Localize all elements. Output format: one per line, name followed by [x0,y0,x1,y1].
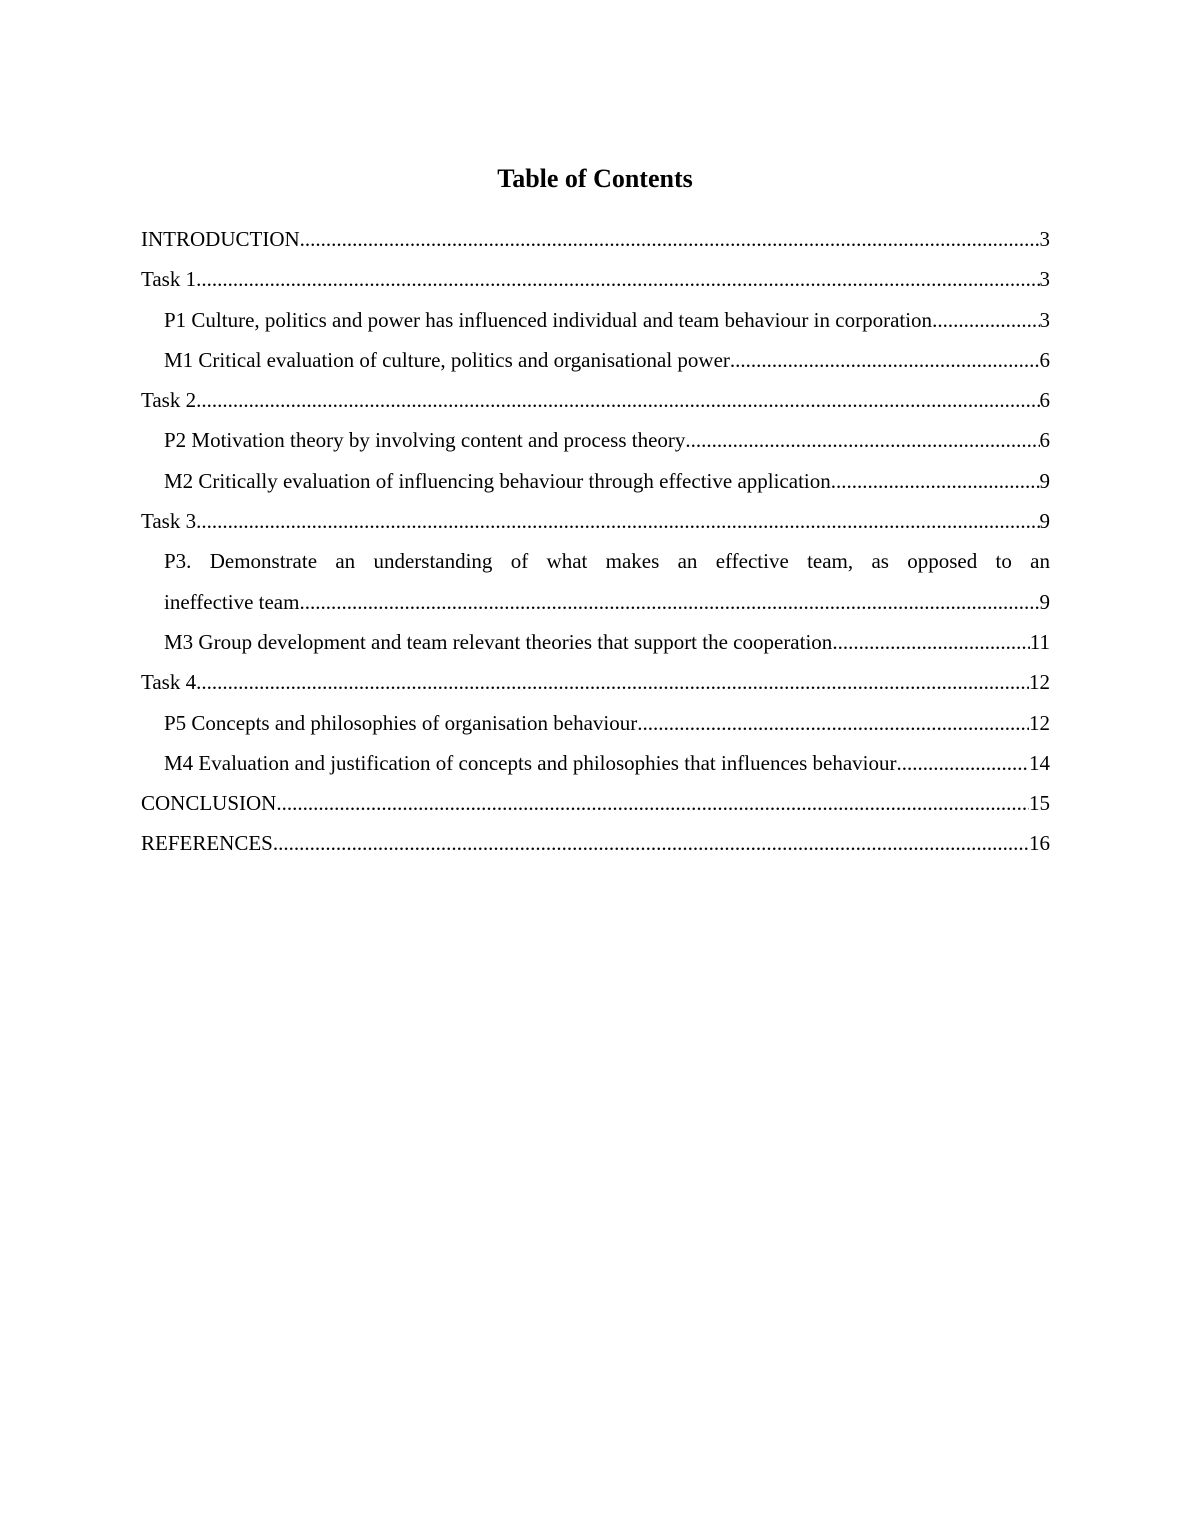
toc-entry-label-line2-row [164,582,1050,622]
toc-entry-m3[interactable] [141,622,1050,662]
toc-leader [196,259,1039,299]
toc-page-number: 9 [1039,589,1050,614]
toc-page-number: 14 [1029,750,1050,775]
toc-entry-label: REFERENCES [141,831,273,856]
toc-entry-label: Task 3 [141,509,197,534]
toc-entry-task-4[interactable] [141,662,1050,702]
toc-entry-label: Task 4 [141,670,197,695]
toc-entry-label: M4 Evaluation and justification of concepts and philosophies that influences behaviour [164,750,897,775]
toc-entry-label: CONCLUSION [141,791,277,816]
toc-page-number: 6 [1039,388,1050,413]
toc-page-number: 15 [1029,791,1050,816]
toc-entry-label: Task 2 [141,388,197,413]
toc-page-number: 3 [1039,267,1050,292]
toc-entry-task-2[interactable] [141,380,1050,420]
toc-entry-label-line1: P3. Demonstrate an understanding of what makes an effective team, as opposed to an [164,549,1050,574]
toc-page-number: 9 [1039,509,1050,534]
toc-entry-m2[interactable] [141,461,1050,501]
toc-entry-label: P2 Motivation theory by involving content and process theory [164,428,686,453]
toc-page-number: 9 [1039,468,1050,493]
toc-entry-label: P5 Concepts and philosophies of organisation behaviour [164,710,638,735]
toc-page-number: 12 [1029,710,1050,735]
toc-entry-label: INTRODUCTION [141,227,300,251]
toc-leader [276,783,1029,823]
toc-page-number: 3 [1039,227,1050,251]
toc-leader [685,420,1039,460]
toc-page-number: 12 [1029,670,1050,695]
toc-entry-task-1[interactable] [141,259,1050,299]
toc-entry-label: M2 Critically evaluation of influencing behaviour through effective application [164,468,831,493]
toc-entry-p2[interactable] [141,420,1050,460]
toc-leader [730,340,1040,380]
toc-entry-label: M1 Critical evaluation of culture, politics and organisational power [164,347,730,372]
toc-leader [637,703,1029,743]
toc-title: Table of Contents [497,164,693,193]
toc-leader [196,501,1039,541]
toc-leader [273,823,1029,863]
toc-leader [832,622,1029,662]
toc-leader [932,300,1039,340]
toc-entry-introduction[interactable] [141,219,1050,259]
table-of-contents [141,219,1050,864]
toc-leader [831,461,1040,501]
toc-leader [196,662,1029,702]
toc-entry-label-line2: ineffective team [164,589,300,614]
toc-page-number: 6 [1039,347,1050,372]
toc-entry-m4[interactable] [141,743,1050,783]
toc-leader [299,582,1039,622]
toc-entry-label: P1 Culture, politics and power has influenced individual and team behaviour in corporation [164,307,933,332]
toc-page-number: 11 [1029,629,1050,654]
toc-entry-m1[interactable] [141,340,1050,380]
toc-page-number: 16 [1029,831,1050,856]
toc-entry-label: Task 1 [141,267,197,292]
toc-entry-p3[interactable] [141,541,1050,622]
toc-entry-p1[interactable] [141,300,1050,340]
toc-page-number: 6 [1039,428,1050,453]
toc-entry-conclusion[interactable] [141,783,1050,823]
toc-leader [196,380,1039,420]
toc-page-number: 3 [1039,307,1050,332]
toc-entry-label: M3 Group development and team relevant theories that support the cooperation [164,629,833,654]
toc-entry-references[interactable] [141,823,1050,863]
toc-entry-p5[interactable] [141,703,1050,743]
toc-leader [897,743,1030,783]
toc-leader [300,219,1040,259]
toc-entry-task-3[interactable] [141,501,1050,541]
